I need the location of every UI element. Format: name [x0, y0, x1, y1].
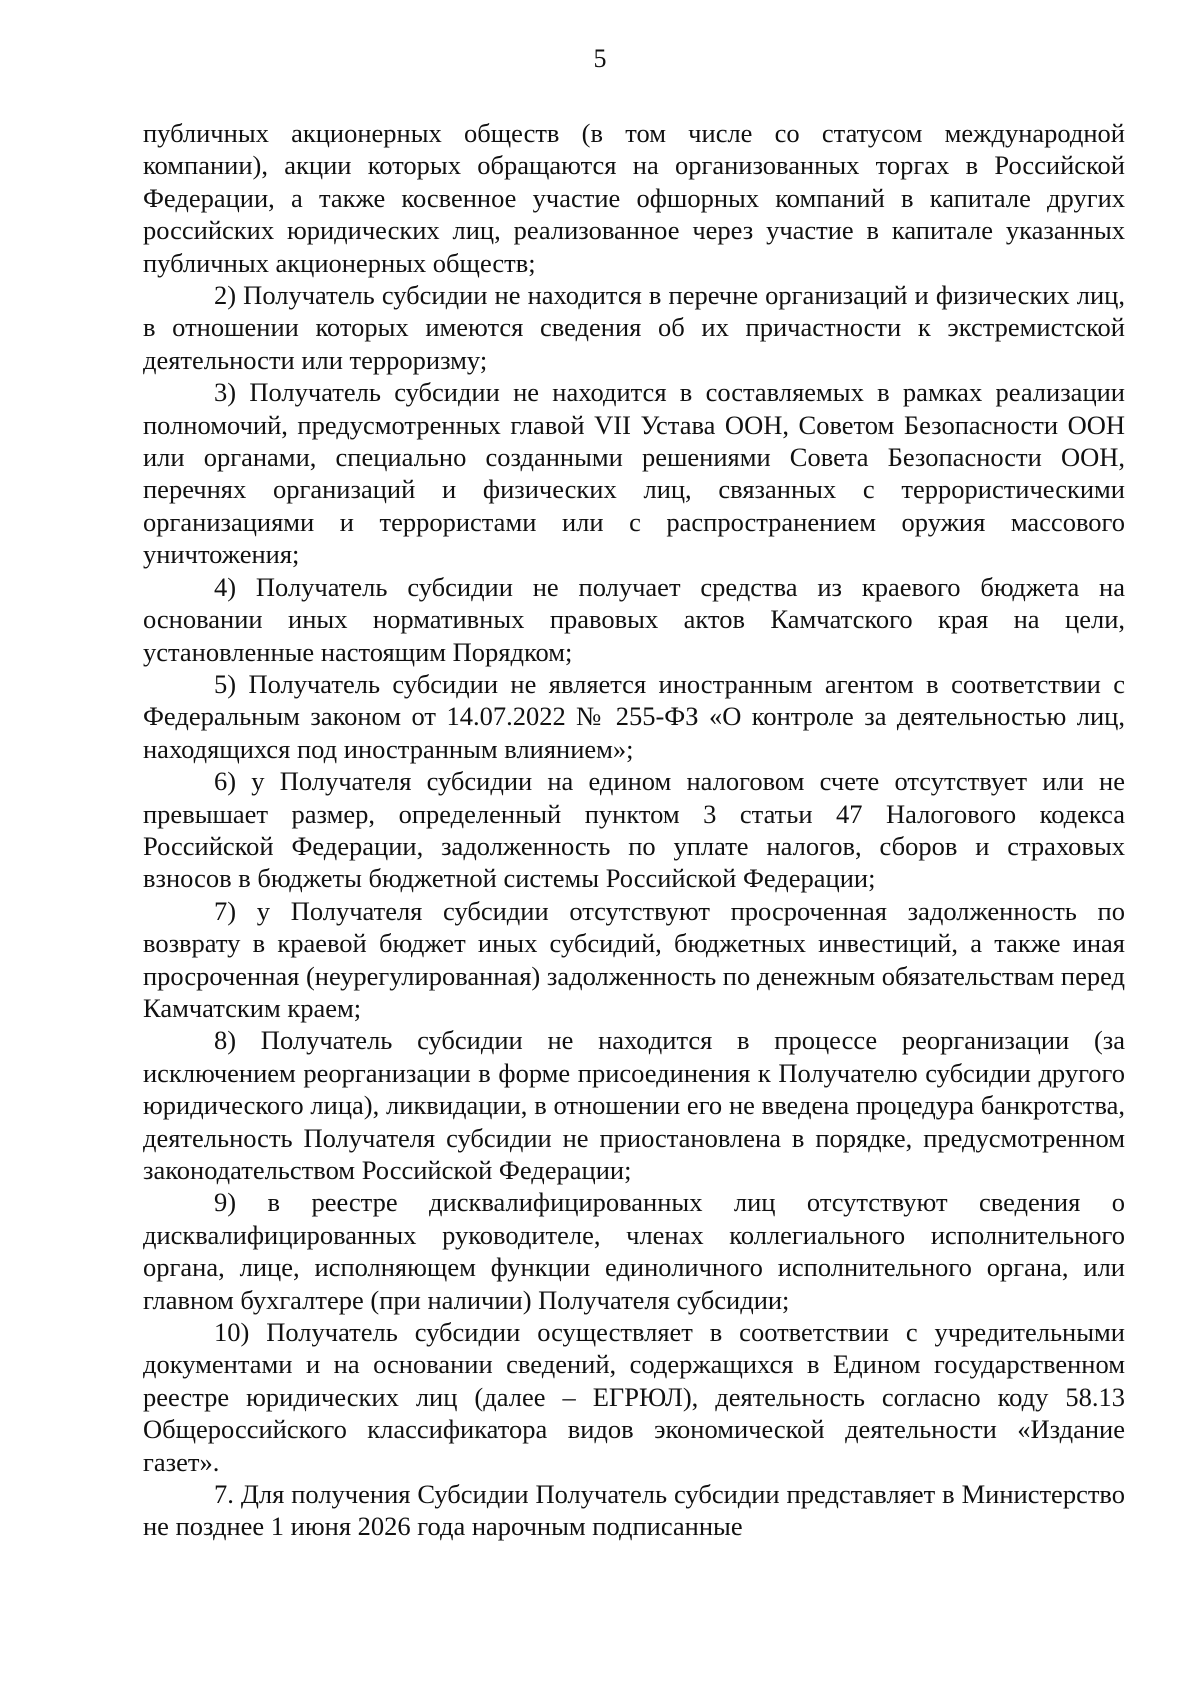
paragraph-item-6: 6) у Получателя субсидии на едином налоговом счете отсутствует или не превышает размер, определенный пунктом 3 статьи 47 Налогового кодекса Российской Федерации, задолженность по уплате налогов, сборов и страховых взносов в бюджеты бюджетной системы Российской Федерации; [143, 766, 1125, 894]
paragraph-item-10: 10) Получатель субсидии осуществляет в соответствии с учредительными документами и на основании сведений, содержащихся в Едином государственном реестре юридических лиц (далее – ЕГРЮЛ), деятельность согласно коду 58.13 Общероссийского классификатора видов экономической деятельности «Издание газет». [143, 1317, 1125, 1477]
paragraph-clause-7: 7. Для получения Субсидии Получатель субсидии представляет в Министерство не позднее 1 июня 2026 года нарочным подписанные [143, 1479, 1125, 1542]
document-body [143, 117, 1125, 1543]
page-number: 5 [593, 44, 607, 73]
paragraph-item-5: 5) Получатель субсидии не является иностранным агентом в соответствии с Федеральным законом от 14.07.2022 № 255-ФЗ «О контроле за деятельностью лиц, находящихся под иностранным влиянием»; [143, 668, 1125, 764]
paragraph-continuation: публичных акционерных обществ (в том числе со статусом международной компании), акции которых обращаются на организованных торгах в Российской Федерации, а также косвенное участие офшорных компаний в капитале других российских юридических лиц, реализованное через участие в капитале указанных публичных акционерных обществ; [143, 118, 1125, 278]
paragraph-item-9: 9) в реестре дисквалифицированных лиц отсутствуют сведения о дисквалифицированных руководителе, членах коллегиального исполнительного органа, лице, исполняющем функции единоличного исполнительного органа, или главном бухгалтере (при наличии) Получателя субсидии; [143, 1187, 1125, 1315]
paragraph-item-3: 3) Получатель субсидии не находится в составляемых в рамках реализации полномочий, предусмотренных главой VII Устава ООН, Советом Безопасности ООН или органами, специально созданными решениями Совета Безопасности ООН, перечнях организаций и физических лиц, связанных с террористическими организациями и террористами или с распространением оружия массового уничтожения; [143, 377, 1125, 570]
paragraph-item-4: 4) Получатель субсидии не получает средства из краевого бюджета на основании иных нормативных правовых актов Камчатского края на цели, установленные настоящим Порядком; [143, 571, 1125, 667]
paragraph-item-8: 8) Получатель субсидии не находится в процессе реорганизации (за исключением реорганизации в форме присоединения к Получателю субсидии другого юридического лица), ликвидации, в отношении его не введена процедура банкротства, деятельность Получателя субсидии не приостановлена в порядке, предусмотренном законодательством Российской Федерации; [143, 1025, 1125, 1185]
paragraph-item-7: 7) у Получателя субсидии отсутствуют просроченная задолженность по возврату в краевой бюджет иных субсидий, бюджетных инвестиций, а также иная просроченная (неурегулированная) задолженность по денежным обязательствам перед Камчатским краем; [143, 895, 1125, 1023]
paragraph-item-2: 2) Получатель субсидии не находится в перечне организаций и физических лиц, в отношении которых имеются сведения об их причастности к экстремистской деятельности или терроризму; [143, 280, 1125, 375]
